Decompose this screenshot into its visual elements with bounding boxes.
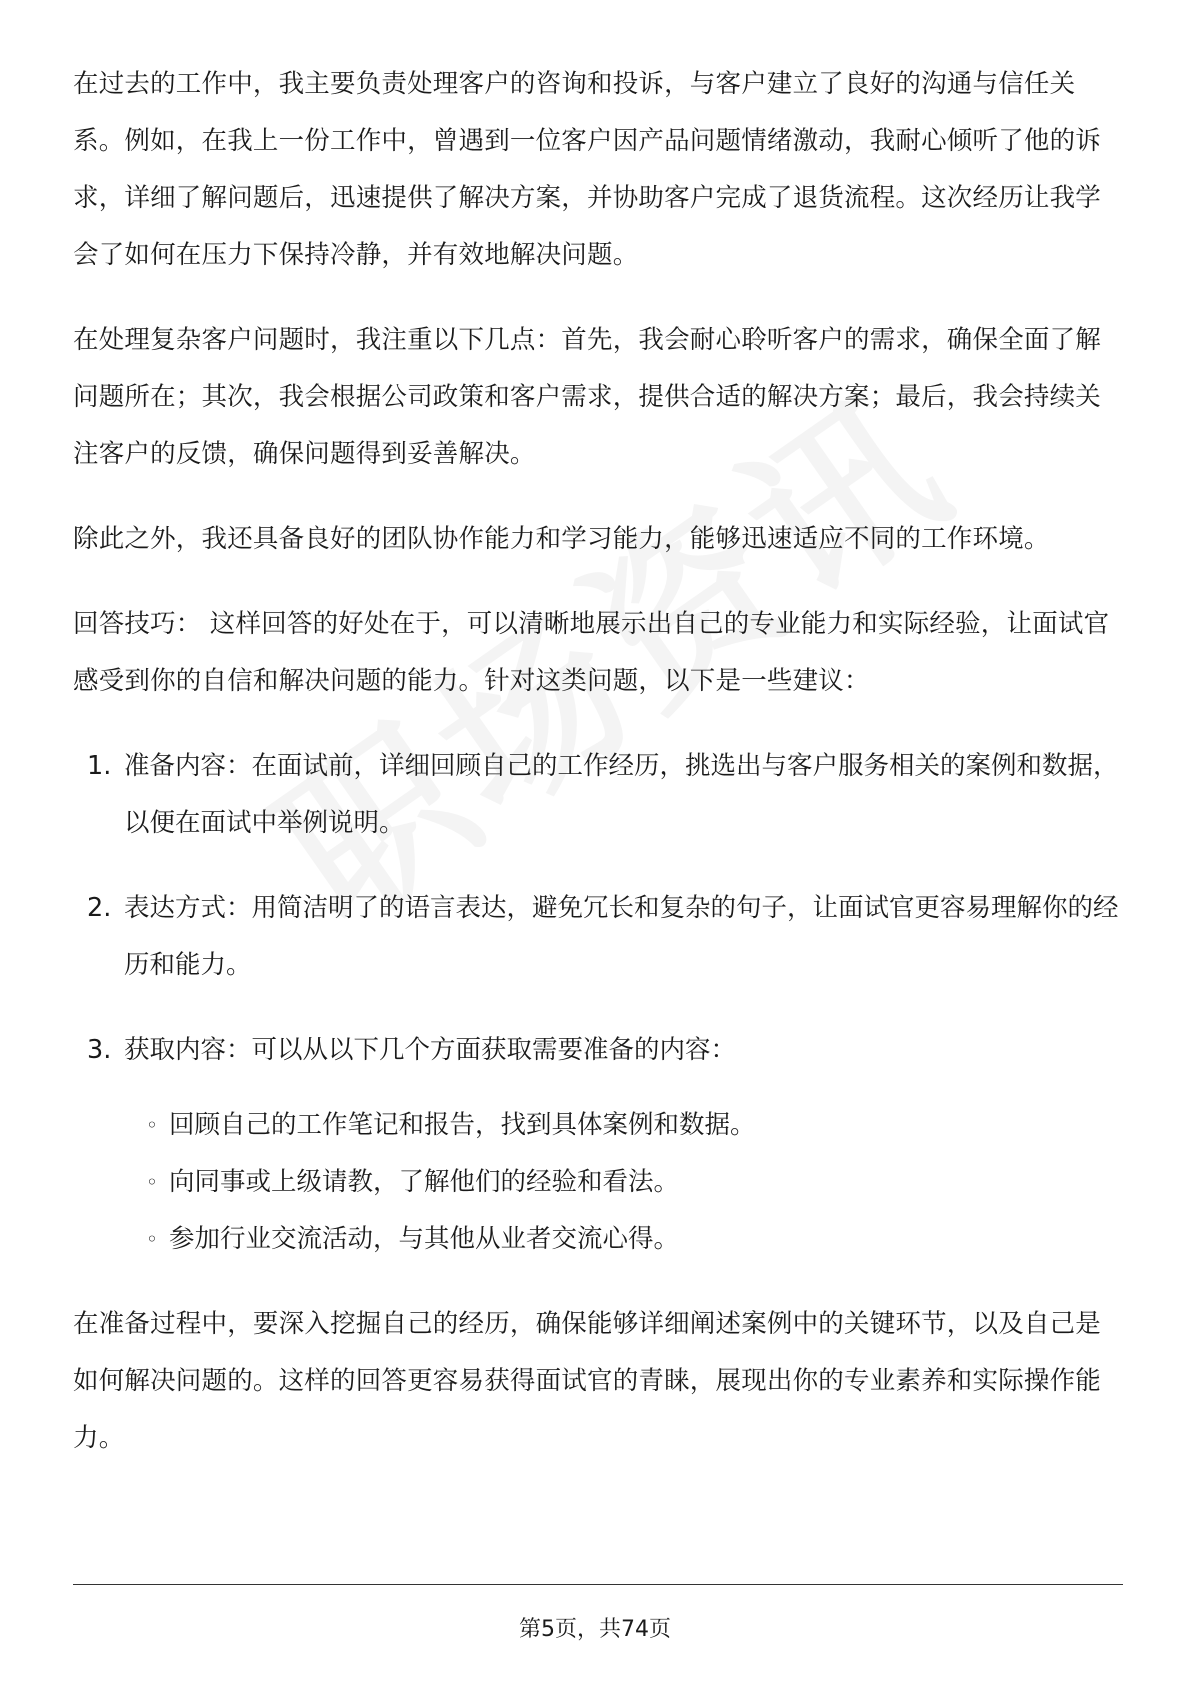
sub-list-item — [124, 1154, 1123, 1211]
sub-list — [124, 1097, 1123, 1268]
tip-number: 1. — [87, 751, 112, 781]
bullet-icon: ◦ — [146, 1170, 158, 1194]
paragraph-approach: 在处理复杂客户问题时，我注重以下几点：首先，我会耐心聆听客户的需求，确保全面了解问题所在；其次，我会根据公司政策和客户需求，提供合适的解决方案；最后，我会持续关注客户的反馈，确保问题得到妥善解决。 — [73, 325, 1102, 469]
tips-list — [73, 738, 1123, 1268]
tip-text: 获取内容：可以从以下几个方面获取需要准备的内容： — [124, 1035, 737, 1065]
paragraph-teamwork: 除此之外，我还具备良好的团队协作能力和学习能力，能够迅速适应不同的工作环境。 — [73, 524, 1050, 554]
bullet-icon: ◦ — [146, 1227, 158, 1251]
tip-number: 2. — [87, 893, 112, 923]
tip-text: 表达方式：用简洁明了的语言表达，避免冗长和复杂的句子，让面试官更容易理解你的经历和能力。 — [124, 893, 1119, 980]
footer-divider — [73, 1584, 1123, 1585]
tip-text: 准备内容：在面试前，详细回顾自己的工作经历，挑选出与客户服务相关的案例和数据，以便在面试中举例说明。 — [124, 751, 1119, 838]
sub-list-item — [124, 1097, 1123, 1154]
sub-item-text: 回顾自己的工作笔记和报告，找到具体案例和数据。 — [169, 1110, 756, 1140]
paragraph-answer-tips: 回答技巧： 这样回答的好处在于，可以清晰地展示出自己的专业能力和实际经验，让面试官感受到你的自信和解决问题的能力。针对这类问题，以下是一些建议： — [73, 609, 1110, 696]
paragraph-experience: 在过去的工作中，我主要负责处理客户的咨询和投诉，与客户建立了良好的沟通与信任关系。例如，在我上一份工作中，曾遇到一位客户因产品问题情绪激动，我耐心倾听了他的诉求，详细了解问题后，迅速提供了解决方案，并协助客户完成了退货流程。这次经历让我学会了如何在压力下保持冷静，并有效地解决问题。 — [73, 69, 1102, 270]
sub-list-item — [124, 1211, 1123, 1268]
page-number: 第5页，共74页 — [519, 1617, 671, 1642]
tip-item — [73, 1022, 1123, 1268]
sub-item-text: 参加行业交流活动，与其他从业者交流心得。 — [169, 1224, 680, 1254]
tip-item — [73, 880, 1123, 994]
sub-item-text: 向同事或上级请教，了解他们的经验和看法。 — [169, 1167, 680, 1197]
page-content — [73, 56, 1123, 1495]
tip-number: 3. — [87, 1035, 112, 1065]
tip-item — [73, 738, 1123, 852]
bullet-icon: ◦ — [146, 1113, 158, 1137]
paragraph-preparation: 在准备过程中，要深入挖掘自己的经历，确保能够详细阐述案例中的关键环节，以及自己是如何解决问题的。这样的回答更容易获得面试官的青睐，展现出你的专业素养和实际操作能力。 — [73, 1309, 1102, 1453]
